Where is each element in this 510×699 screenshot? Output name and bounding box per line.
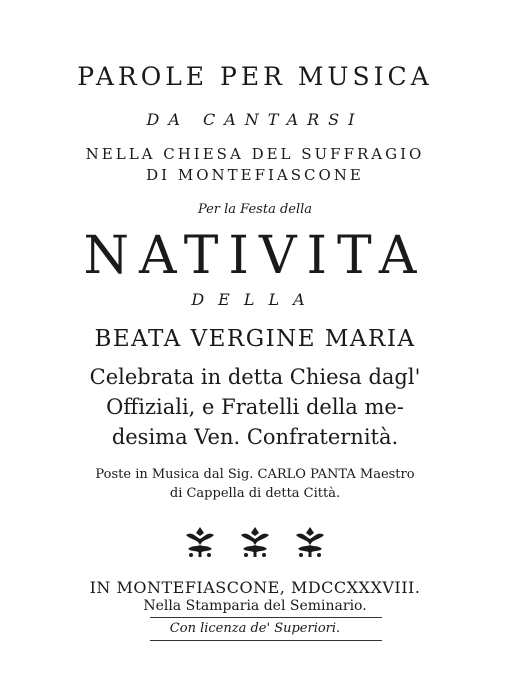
ornament-icon <box>182 525 218 559</box>
celebrata-line-2: Offiziali, e Fratelli della me- <box>106 395 404 419</box>
ornament-row <box>0 525 510 563</box>
subtitle-da-cantarsi: DA CANTARSI <box>146 110 364 129</box>
ornament-icon <box>237 525 273 559</box>
beata-vergine-line: BEATA VERGINE MARIA <box>94 326 416 352</box>
ornament-icon <box>292 525 328 559</box>
imprint-printer: Nella Stamparia del Seminario. <box>143 598 367 614</box>
imprint-license: Con licenza de' Superiori. <box>169 621 341 636</box>
celebrata-line-3: desima Ven. Confraternità. <box>111 425 399 449</box>
subtitle-church: NELLA CHIESA DEL SUFFRAGIO <box>85 145 425 163</box>
della-line: DELLA <box>191 290 319 309</box>
per-la-festa: Per la Festa della <box>197 202 313 217</box>
composer-line-1: Poste in Musica dal Sig. CARLO PANTA Maestro <box>95 467 415 482</box>
celebrata-line-1: Celebrata in detta Chiesa dagl' <box>89 365 421 389</box>
subtitle-town: DI MONTEFIASCONE <box>146 166 364 184</box>
composer-line-2: di Cappella di detta Città. <box>169 486 341 501</box>
divider-rule <box>150 617 382 618</box>
title-line: PAROLE PER MUSICA <box>77 62 433 91</box>
main-title: NATIVITA <box>83 226 427 286</box>
imprint-place-date: IN MONTEFIASCONE, MDCCXXXVIII. <box>89 578 421 597</box>
divider-rule <box>150 640 382 641</box>
